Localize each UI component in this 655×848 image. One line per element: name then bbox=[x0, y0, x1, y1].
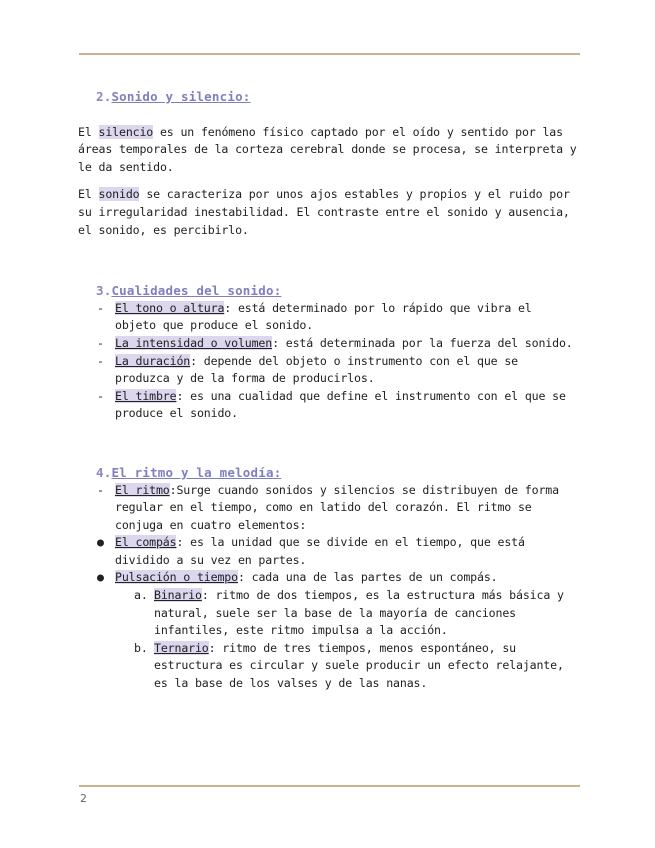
list-item: - El tono o altura: está determinado por lo rápido que vibra el objeto que produce el sonido. bbox=[97, 300, 532, 333]
term-highlight: El tono o altura bbox=[115, 300, 225, 315]
letter-marker: b. bbox=[134, 640, 148, 655]
section-4-heading: 4.El ritmo y la melodía: bbox=[96, 464, 282, 480]
section-3-heading: 3.Cualidades del sonido: bbox=[96, 283, 282, 299]
list-item: ● El compás: es la unidad que se divide en el tiempo, que está dividido a su vez en partes. bbox=[97, 535, 525, 567]
paragraph-silencio: El silencio es un fenómeno físico captado por el oído y sentido por las áreas temporales de la corteza cerebral donde se procesa, se interpreta y le da sentido. bbox=[78, 124, 577, 174]
document-body bbox=[78, 88, 578, 693]
sub-list-item: b. Ternario: ritmo de tres tiempos, menos espontáneo, su estructura es circular y suele producir un efecto relajante, es la base de los valses y de las nanas. bbox=[134, 640, 564, 691]
term-highlight: El timbre bbox=[115, 388, 177, 403]
term-highlight: sonido bbox=[98, 187, 140, 202]
list-item: ● Pulsación o tiempo: cada una de las partes de un compás. bbox=[78, 569, 578, 587]
list-item: - El ritmo:Surge cuando sonidos y silencios se distribuyen de forma regular en el tiempo, como en latido del corazón. El ritmo se conjuga en cuatro elementos: bbox=[97, 482, 559, 532]
term-highlight: Binario bbox=[154, 588, 202, 603]
dash-marker: - bbox=[97, 300, 104, 315]
term-highlight: La duración bbox=[115, 353, 191, 368]
dash-marker: - bbox=[97, 482, 104, 497]
list-item: - La duración: depende del objeto o instrumento con el que se produzca y de la forma de producirlos. bbox=[97, 353, 518, 386]
term-highlight: La intensidad o volumen bbox=[115, 335, 273, 350]
bullet-marker: ● bbox=[97, 570, 104, 585]
list-item: - La intensidad o volumen: está determinada por la fuerza del sonido. bbox=[78, 335, 578, 353]
term-highlight: silencio bbox=[98, 124, 154, 139]
rhythm-list bbox=[78, 482, 578, 693]
term-highlight: El compás bbox=[115, 535, 177, 550]
qualities-list bbox=[78, 300, 578, 423]
bullet-marker: ● bbox=[97, 535, 104, 550]
page-number: 2 bbox=[80, 792, 87, 805]
header-rule bbox=[79, 53, 580, 55]
dash-marker: - bbox=[97, 353, 104, 368]
term-highlight: Pulsación o tiempo bbox=[115, 570, 238, 585]
list-item: - El timbre: es una cualidad que define el instrumento con el que se produce el sonido. bbox=[97, 388, 566, 421]
term-highlight: Ternario bbox=[154, 640, 209, 655]
paragraph-sonido: El sonido se caracteriza por unos ajos estables y propios y el ruido por su irregularidad inestabilidad. El contraste entre el sonido y ausencia, el sonido, es percibirlo. bbox=[78, 187, 570, 237]
letter-marker: a. bbox=[134, 588, 148, 603]
sub-list-item: a. Binario: ritmo de dos tiempos, es la estructura más básica y natural, suele ser la base de la mayoría de canciones infantiles, este ritmo impulsa a la acción. bbox=[134, 588, 564, 638]
term-highlight: El ritmo bbox=[115, 482, 170, 497]
section-2-heading: 2.Sonido y silencio: bbox=[96, 89, 251, 104]
footer-rule bbox=[79, 785, 580, 787]
dash-marker: - bbox=[97, 335, 104, 350]
dash-marker: - bbox=[97, 388, 104, 403]
